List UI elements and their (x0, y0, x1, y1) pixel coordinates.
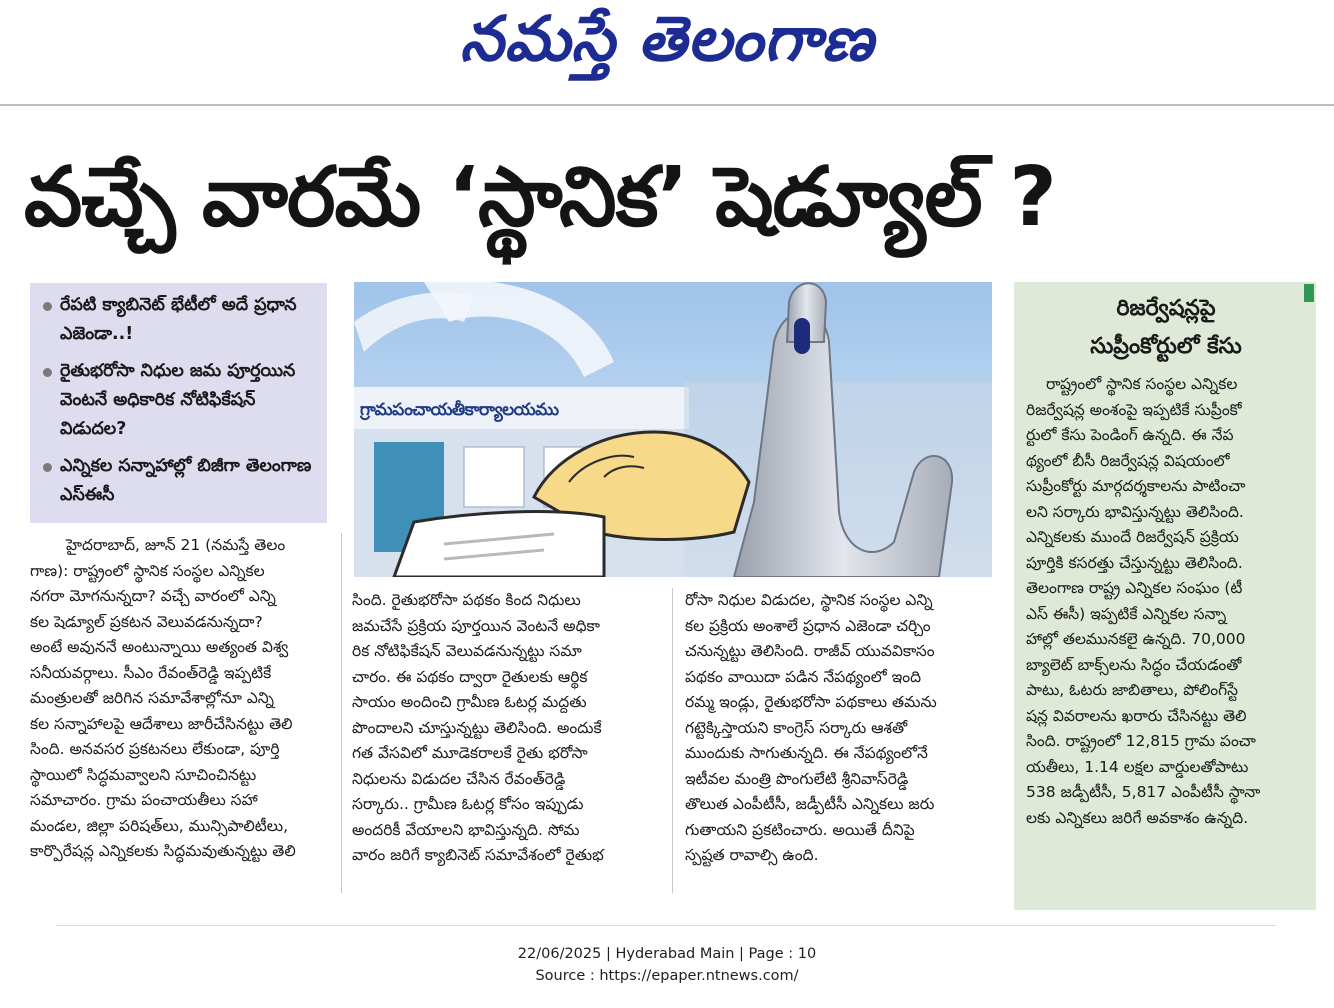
highlight-item (40, 291, 319, 349)
article-line: రమ్మ ఇండ్లు, రైతుభరోసా పథకాలు తమను (685, 693, 937, 711)
article-line: కార్పొరేషన్ల ఎన్నికలకు సిద్ధమవుతున్నట్టు తెలి (30, 842, 296, 860)
sidebar-line: సింది. రాష్ట్రంలో 12,815 గ్రామ పంచా (1026, 732, 1256, 750)
article-line: చారం. ఈ పథకం ద్వారా రైతులకు ఆర్థిక (352, 667, 588, 686)
sidebar-line: లకు ఎన్నికలు జరిగే అవకాశం ఉన్నది. (1026, 808, 1249, 827)
article-line: నగరా మోగనున్నదా? వచ్చే వారంలో ఎన్ని (30, 587, 276, 605)
highlight-text: ఎన్నికల సన్నాహాల్లో బిజీగా తెలంగాణ ఎస్ఈసీ (60, 456, 312, 505)
highlights-box (30, 283, 327, 523)
article-line: సమాచారం. గ్రామ పంచాయతీలు సహా (30, 791, 258, 809)
article-line: సాయం అందించి గ్రామీణ ఓటర్ల మద్దతు (352, 693, 587, 711)
sidebar-body (1026, 372, 1306, 831)
sidebar-line: ఎస్ ఈసీ) ఇప్పటికే ఎన్నికల సన్నా (1026, 604, 1227, 623)
article-line: స్పష్టత రావాల్సి ఉంది. (685, 846, 819, 864)
highlight-text: రేపటి క్యాబినెట్ భేటీలో అదే ప్రధాన ఎజెండా..! (60, 295, 297, 344)
article-line: సర్కారు.. గ్రామీణ ఓటర్ల కోసం ఇప్పుడు (352, 795, 584, 813)
article-line: రిక నోటిఫికేషన్ వెలువడనున్నట్టు సమా (352, 642, 582, 660)
sidebar-line: 538 జడ్పీటీసీ, 5,817 ఎంపీటీసీ స్థానా (1026, 783, 1261, 801)
article-line: గట్టెక్కిస్తాయని కాంగ్రెస్ సర్కారు ఆశతో (685, 718, 908, 737)
sidebar-line: రాష్ట్రంలో స్థానిక సంస్థల ఎన్నికల (1046, 375, 1238, 393)
article-line: తొలుత ఎంపీటీసీ, జడ్పీటీసీ ఎన్నికలు జరు (685, 795, 935, 813)
sidebar-title (1026, 290, 1306, 366)
article-line: గాణ): రాష్ట్రంలో స్థానిక సంస్థల ఎన్నికల (30, 561, 265, 580)
article-line: హైదరాబాద్, జూన్ 21 (నమస్తే తెలం (66, 536, 286, 554)
article-line: చనున్నట్టు తెలిసింది. రాజీవ్ యువవికాసం (685, 642, 935, 660)
article-photo (354, 282, 992, 577)
page-bottom-divider (56, 925, 1276, 926)
highlight-text: రైతుభరోసా నిధుల జమ పూర్తయిన వెంటనే అధికారిక నోటిఫికేషన్ విడుదల? (60, 361, 296, 439)
highlight-item (40, 357, 319, 444)
sidebar-line: రిజర్వేషన్ల అంశంపై ఇప్పటికే సుప్రీంకో (1026, 400, 1242, 419)
article-line: కల షెడ్యూల్ ప్రకటన వెలువడనున్నదా? (30, 612, 263, 631)
masthead-title: నమస్తే తెలంగాణ (459, 2, 875, 75)
masthead (0, 0, 1334, 100)
article-line: సింది. రైతుభరోసా పథకం కింద నిధులు (352, 591, 581, 609)
sidebar-line: యతీలు, 1.14 లక్షల వార్డులతోపాటు (1026, 757, 1249, 776)
article-line: గత వేసవిలో మూడెకరాలకే రైతు భరోసా (352, 744, 588, 762)
sidebar-line: బ్యాలెట్ బాక్స్‌లను సిద్ధం చేయడంతో (1026, 655, 1242, 674)
article-line: మంత్రులతో జరిగిన సమావేశాల్లోనూ ఎన్ని (30, 689, 274, 707)
headline: వచ్చే వారమే ‘స్థానిక’ షెడ్యూల్ ? (24, 150, 1056, 245)
office-signboard: గ్రామపంచాయతీకార్యాలయము (360, 400, 559, 420)
bullet-icon (43, 302, 52, 311)
article-line: గుతాయని ప్రకటించారు. అయితే దీనిపై (685, 820, 915, 839)
article-line: మండల, జిల్లా పరిషత్‌లు, మున్సిపాలిటీలు, (30, 816, 289, 835)
article-column-1 (30, 533, 330, 893)
sidebar-line: పూర్తికి కసరత్తు చేస్తున్నట్టు తెలిసింది. (1026, 553, 1243, 572)
sidebar-line: ర్టులో కేసు పెండింగ్ ఉన్నది. ఈ నేప (1026, 426, 1234, 444)
article-line: పొందాలని చూస్తున్నట్టు తెలిసింది. అందుకే (352, 718, 602, 737)
sidebar-title-line: రిజర్వేషన్లపై (1116, 296, 1216, 321)
bullet-icon (43, 368, 52, 377)
election-illustration (354, 282, 992, 577)
footer-source: Source : https://epaper.ntnews.com/ (535, 968, 799, 984)
sidebar-line: సుప్రీంకోర్టు మార్గదర్శకాలను పాటించా (1026, 477, 1246, 495)
article-line: కల సన్నాహాలపై ఆదేశాలు జారీచేసినట్టు తెలి (30, 714, 293, 733)
sidebar-line: థ్యంలో బీసీ రిజర్వేషన్ల విషయంలో (1026, 451, 1230, 470)
article-line: అంటే అవుననే అంటున్నాయి అత్యంత విశ్వ (30, 638, 289, 656)
sidebar-line: షన్ల వివరాలను ఖరారు చేసినట్టు తెలి (1026, 706, 1247, 725)
article-line: రోసా నిధుల విడుదల, స్థానిక సంస్థల ఎన్ని (685, 591, 933, 609)
article-line: స్థాయిలో సిద్ధమవ్వాలని సూచించినట్టు (30, 765, 257, 784)
article-line: పథకం వాయిదా పడిన నేపథ్యంలో ఇంది (685, 667, 922, 686)
column-divider (341, 533, 342, 893)
article-line: వారం జరిగే క్యాబినెట్ సమావేశంలో రైతుభ (352, 846, 604, 864)
article-line: ఇటీవల మంత్రి పొంగులేటి శ్రీనివాస్‌రెడ్డి (685, 769, 909, 788)
sidebar-line: లని సర్కారు భావిస్తున్నట్టు తెలిసింది. (1026, 502, 1244, 521)
article-line: కల ప్రక్రియ అంశాలే ప్రధాన ఎజెండా చర్చిం (685, 616, 931, 635)
article-line: జమచేసే ప్రక్రియ పూర్తయిన వెంటనే అధికా (352, 616, 600, 635)
article-line: అందరికీ వేయాలని భావిస్తున్నది. సోమ (352, 820, 580, 839)
sidebar-line: ఎన్నికలకు ముందే రిజర్వేషన్ ప్రక్రియ (1026, 528, 1239, 546)
article-line: సనీయవర్గాలు. సీఎం రేవంత్‌రెడ్డి ఇప్పటికే (30, 663, 272, 682)
article-line: సింది. అనవసర ప్రకటనలు లేకుండా, పూర్తి (30, 740, 280, 758)
sidebar-line: తెలంగాణ రాష్ట్ర ఎన్నికల సంఘం (టీ (1026, 579, 1243, 597)
masthead-divider (0, 104, 1334, 106)
sidebar-accent-bar (1304, 284, 1314, 302)
article-line: ముందుకు సాగుతున్నది. ఈ నేపథ్యంలోనే (685, 744, 928, 762)
sidebar-box (1014, 282, 1316, 910)
highlight-item (40, 452, 319, 510)
article-column-3 (685, 588, 987, 893)
article-column-2 (352, 588, 659, 893)
sidebar-line: పాటు, ఓటరు జాబితాలు, పోలింగ్‌స్టే (1026, 681, 1239, 699)
bullet-icon (43, 463, 52, 472)
article-line: నిధులను విడుదల చేసిన రేవంత్‌రెడ్డి (352, 769, 566, 788)
sidebar-line: హాల్లో తలమునకలై ఉన్నది. 70,000 (1026, 630, 1246, 648)
sidebar-title-line: సుప్రీంకోర్టులో కేసు (1090, 334, 1242, 359)
column-divider (672, 588, 673, 893)
footer-page-info: 22/06/2025 | Hyderabad Main | Page : 10 (517, 946, 817, 962)
